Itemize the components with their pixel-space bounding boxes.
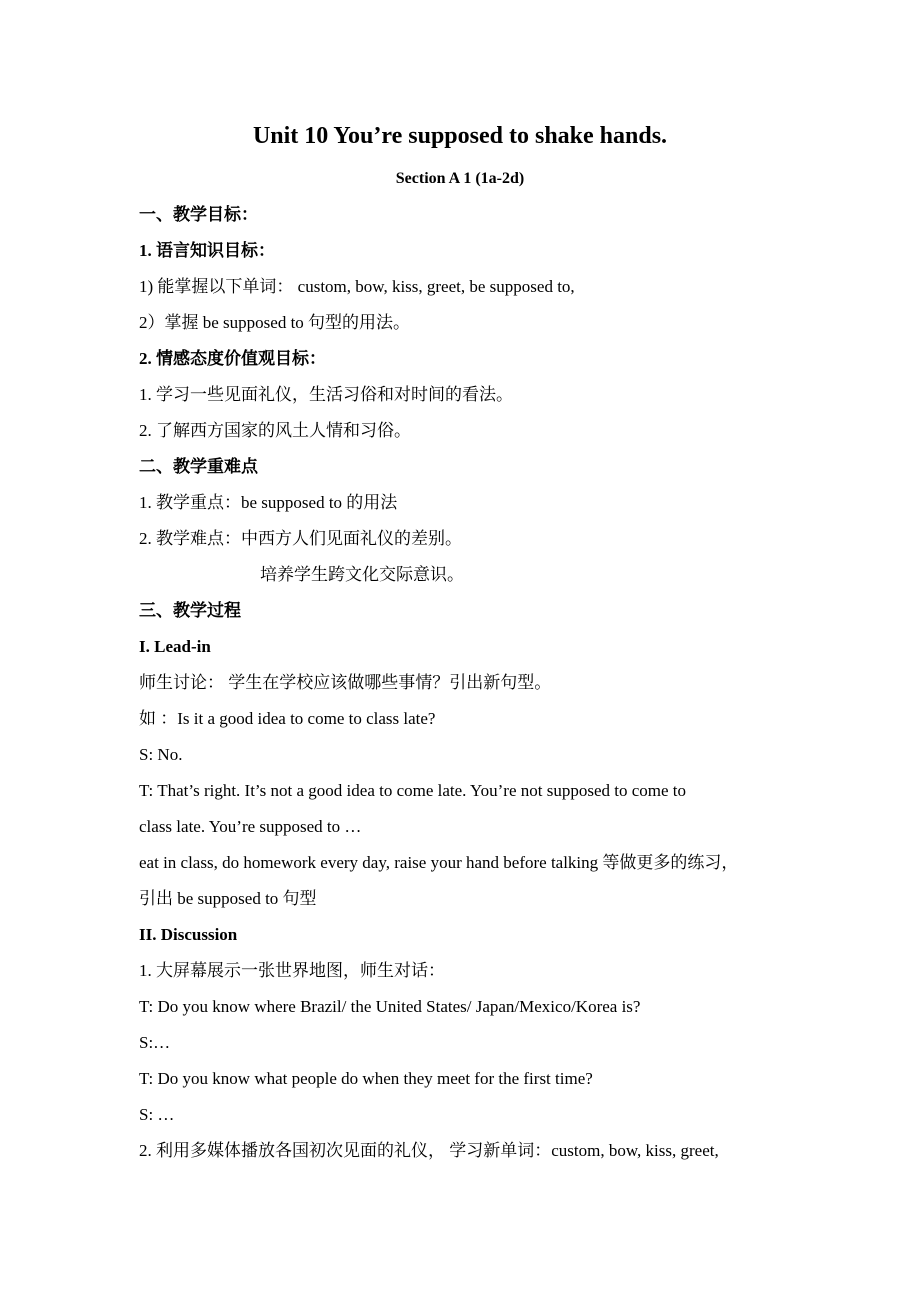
text-line: 1. 大屏幕展示一张世界地图，师生对话： xyxy=(139,961,445,980)
text-line: 2. 了解西方国家的风土人情和习俗。 xyxy=(139,421,411,440)
section-subtitle: Section A 1 (1a-2d) xyxy=(395,170,525,187)
text-line: 2. 利用多媒体播放各国初次见面的礼仪， 学习新单词：custom, bow, kiss, greet, xyxy=(139,1141,719,1160)
heading-discussion: II. Discussion xyxy=(139,925,238,944)
text-line: 如 ：Is it a good idea to come to class late? xyxy=(139,709,436,728)
text-line: T: Do you know where Brazil/ the United States/ Japan/Mexico/Korea is? xyxy=(139,997,641,1016)
text-line: T: That’s right. It’s not a good idea to come late. You’re not supposed to come to xyxy=(139,781,687,800)
text-line: 1) 能掌握以下单词： custom, bow, kiss, greet, be supposed to, xyxy=(139,277,575,296)
heading-lead-in: I. Lead-in xyxy=(139,637,211,656)
text-line: 引出 be supposed to 句型 xyxy=(139,889,317,908)
heading-language-knowledge: 1. 语言知识目标： xyxy=(139,241,275,260)
text-line: 师生讨论： 学生在学校应该做哪些事情？引出新句型。 xyxy=(139,673,552,692)
text-line: 1. 教学重点：be supposed to 的用法 xyxy=(139,493,398,512)
heading-key-difficult-points: 二、教学重难点 xyxy=(139,457,258,476)
heading-emotional-objectives: 2. 情感态度价值观目标： xyxy=(139,349,326,368)
text-line: T: Do you know what people do when they meet for the first time? xyxy=(139,1069,593,1088)
text-line: class late. You’re supposed to … xyxy=(139,817,362,836)
text-line: S:… xyxy=(139,1033,171,1052)
heading-teaching-objectives: 一、教学目标： xyxy=(139,205,258,224)
text-line: 2）掌握 be supposed to 句型的用法。 xyxy=(139,313,411,332)
text-line: S: … xyxy=(139,1105,175,1124)
text-line: S: No. xyxy=(139,745,183,764)
text-line: 2. 教学难点：中西方人们见面礼仪的差别。 xyxy=(139,529,462,548)
text-line: eat in class, do homework every day, raise your hand before talking 等做更多的练习， xyxy=(139,853,739,872)
heading-teaching-process: 三、教学过程 xyxy=(139,601,241,620)
text-line: 1. 学习一些见面礼仪，生活习俗和对时间的看法。 xyxy=(139,385,513,404)
document-title: Unit 10 You’re supposed to shake hands. xyxy=(252,123,668,149)
text-line: 培养学生跨文化交际意识。 xyxy=(260,565,464,584)
